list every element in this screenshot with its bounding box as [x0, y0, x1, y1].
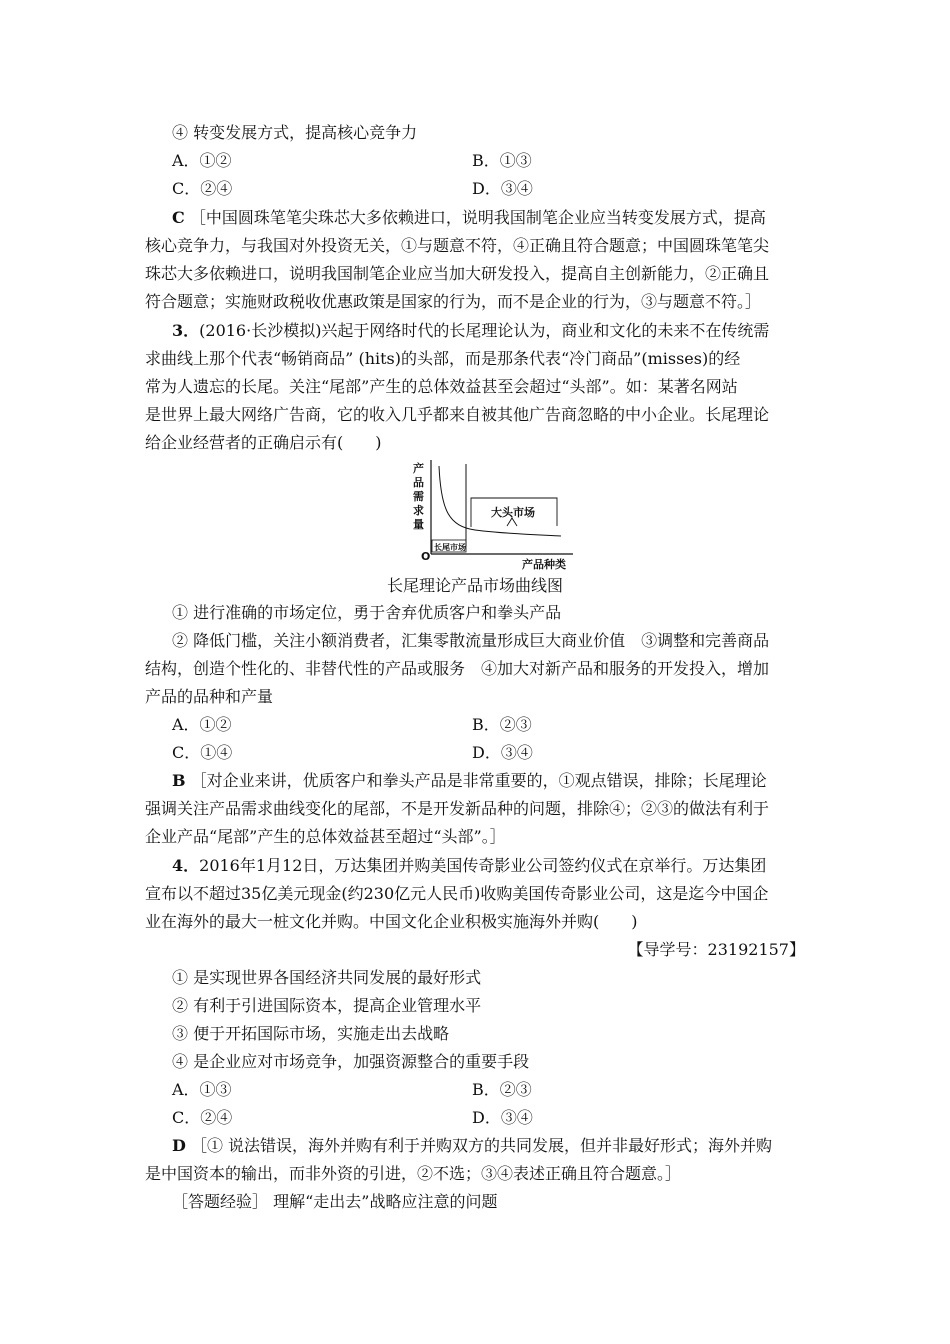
q4-item-3: ③ 便于开拓国际市场，实施走出去战略 [172, 1024, 450, 1043]
q3-item-2-cont: 结构，创造个性化的、非替代性的产品或服务 ④加大对新产品和服务的开发投入，增加 [145, 659, 770, 678]
q3-line-3: 常为人遗忘的长尾。关注“尾部”产生的总体效益甚至会超过“头部”。如：某著名网站 [145, 377, 738, 396]
q3-line-5: 给企业经营者的正确启示有( ) [145, 433, 382, 452]
y-label-char-1: 产 [413, 462, 424, 475]
y-label-char-5: 量 [413, 518, 424, 531]
x-axis-label: 产品种类 [522, 558, 566, 571]
q4-option-d: D．③④ [472, 1108, 533, 1127]
q4-line-1 [172, 855, 766, 877]
answer-tip-heading: ［答题经验］ 理解“走出去”战略应注意的问题 [172, 1192, 498, 1211]
q3-option-a: A．①② [172, 715, 232, 734]
q2-option-b: B．①③ [472, 151, 532, 170]
q4-line-2: 宣布以不超过35亿美元现金(约230亿元人民币)收购美国传奇影业公司，这是迄今中国企 [145, 884, 769, 903]
q2-answer-text-1: ［中国圆珠笔笔尖珠芯大多依赖进口，说明我国制笔企业应当转变发展方式，提高 [189, 208, 766, 227]
q2-option-a: A．①② [172, 151, 232, 170]
q2-answer-line-3: 珠芯大多依赖进口，说明我国制笔企业应当加大研发投入，提高自主创新能力，②正确且 [145, 264, 770, 283]
q4-option-c: C．②④ [172, 1108, 233, 1127]
q2-option-c: C．②④ [172, 179, 233, 198]
q4-answer-text-1: ［① 说法错误，海外并购有利于并购双方的共同发展，但并非最好形式；海外并购 [190, 1136, 773, 1155]
y-label-char-4: 求 [413, 504, 424, 517]
study-reference-number: 【导学号：23192157】 [627, 940, 805, 959]
head-market-label: 大头市场 [491, 506, 535, 519]
q4-item-4: ④ 是企业应对市场竞争，加强资源整合的重要手段 [172, 1052, 530, 1071]
q2-answer-line-4: 符合题意；实施财政税收优惠政策是国家的行为，而不是企业的行为，③与题意不符。］ [145, 292, 762, 311]
y-label-char-2: 品 [413, 476, 424, 489]
q4-text-1: 2016年1月12日，万达集团并购美国传奇影业公司签约仪式在京举行。万达集团 [199, 856, 767, 875]
origin-label: O [421, 550, 431, 563]
q3-option-d: D．③④ [472, 743, 533, 762]
q3-answer-line-2: 强调关注产品需求曲线变化的尾部，不是开发新品种的问题，排除④；②③的做法有利于 [145, 799, 770, 818]
q2-answer-line-2: 核心竞争力，与我国对外投资无关，①与题意不符，④正确且符合题意；中国圆珠笔笔尖 [145, 236, 770, 255]
head-market-pointer [507, 518, 517, 526]
q3-option-b: B．②③ [472, 715, 532, 734]
q3-text-1: (2016·长沙模拟)兴起于网络时代的长尾理论认为，商业和文化的未来不在传统需 [199, 321, 770, 340]
y-label-char-3: 需 [413, 490, 424, 503]
q4-answer-line-1 [172, 1135, 772, 1157]
figure-caption: 长尾理论产品市场曲线图 [386, 576, 563, 595]
q4-number: 4． [172, 856, 200, 875]
q4-option-a: A．①③ [172, 1080, 232, 1099]
q3-item-2: ② 降低门槛，关注小额消费者，汇集零散流量形成巨大商业价值 ③调整和完善商品 [172, 631, 770, 650]
q3-answer-line-1 [172, 770, 767, 792]
q2-answer-letter: C [172, 208, 185, 227]
long-tail-figure [405, 456, 585, 574]
q4-item-1: ① 是实现世界各国经济共同发展的最好形式 [172, 968, 482, 987]
q4-answer-line-2: 是中国资本的输出，而非外资的引进，②不选；③④表述正确且符合题意。］ [145, 1164, 682, 1183]
q4-answer-letter: D [172, 1136, 186, 1155]
q2-item-4: ④ 转变发展方式，提高核心竞争力 [172, 123, 418, 142]
q4-option-b: B．②③ [472, 1080, 532, 1099]
q3-answer-letter: B [172, 771, 186, 790]
long-tail-diagram [405, 456, 585, 574]
demand-curve [439, 466, 561, 536]
q3-line-2: 求曲线上那个代表“畅销商品” (hits)的头部，而是那条代表“冷门商品”(misses)的经 [145, 349, 741, 368]
q3-answer-text-1: ［对企业来讲，优质客户和拳头产品是非常重要的，①观点错误，排除；长尾理论 [190, 771, 767, 790]
q3-line-4: 是世界上最大网络广告商，它的收入几乎都来自被其他广告商忽略的中小企业。长尾理论 [145, 405, 770, 424]
q3-line-1 [172, 320, 769, 342]
q2-answer-line-1 [172, 207, 766, 229]
q3-answer-line-3: 企业产品“尾部”产生的总体效益甚至超过“头部”。］ [145, 827, 506, 846]
q3-item-1: ① 进行准确的市场定位，勇于舍弃优质客户和拳头产品 [172, 603, 562, 622]
long-tail-label: 长尾市场 [434, 543, 466, 552]
q2-option-d: D．③④ [472, 179, 533, 198]
q4-line-3: 业在海外的最大一桩文化并购。中国文化企业积极实施海外并购( ) [145, 912, 638, 931]
q3-option-c: C．①④ [172, 743, 233, 762]
q3-item-2-cont-2: 产品的品种和产量 [145, 687, 274, 706]
q3-number: 3． [172, 321, 200, 340]
q4-item-2: ② 有利于引进国际资本，提高企业管理水平 [172, 996, 482, 1015]
